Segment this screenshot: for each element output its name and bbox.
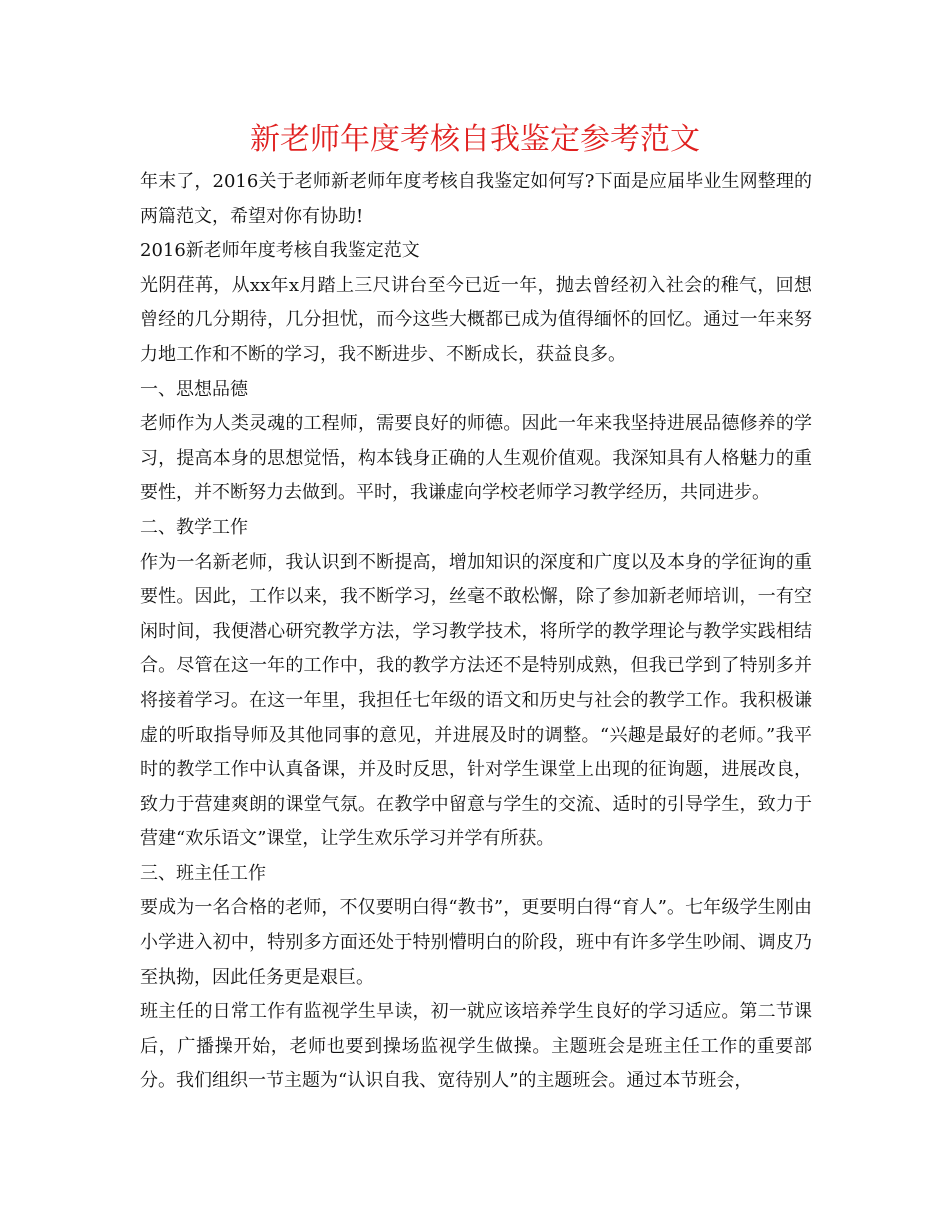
- document-body: [140, 165, 812, 1099]
- section-paragraph: 作为一名新老师，我认识到不断提高，增加知识的深度和广度以及本身的学征询的重要性。因此，工作以来，我不断学习，丝毫不敢松懈，除了参加新老师培训，一有空闲时间，我便潜心研究教学方法，学习教学技术，将所学的教学理论与教学实践相结合。尽管在这一年的工作中，我的教学方法还不是特别成熟，但我已学到了特别多并将接着学习。在这一年里，我担任七年级的语文和历史与社会的教学工作。我积极谦虚的听取指导师及其他同事的意见，并进展及时的调整。“兴趣是最好的老师。”我平时的教学工作中认真备课，并及时反思，针对学生课堂上出现的征询题，进展改良，致力于营建爽朗的课堂气氛。在教学中留意与学生的交流、适时的引导学生，致力于营建“欢乐语文”课堂，让学生欢乐学习并学有所获。: [140, 551, 812, 850]
- document-title: 新老师年度考核自我鉴定参考范文: [250, 122, 700, 157]
- subtitle-line: 2016新老师年度考核自我鉴定范文: [140, 240, 420, 262]
- section-heading-ideology: 一、思想品德: [140, 378, 248, 400]
- section-paragraph: 要成为一名合格的老师，不仅要明白得“教书”，更要明白得“育人”。七年级学生刚由小学进入初中，特别多方面还处于特别懵明白的阶段，班中有许多学生吵闹、调皮乃至执拗，因此任务更是艰巨。: [140, 897, 812, 988]
- opening-paragraph: 光阴荏苒，从xx年x月踏上三尺讲台至今已近一年，抛去曾经初入社会的稚气，回想曾经的几分期待，几分担忧，而今这些大概都已成为值得缅怀的回忆。通过一年来努力地工作和不断的学习，我不断进步、不断成长，获益良多。: [140, 274, 812, 365]
- section-paragraph: 班主任的日常工作有监视学生早读，初一就应该培养学生良好的学习适应。第二节课后，广播操开始，老师也要到操场监视学生做操。主题班会是班主任工作的重要部分。我们组织一节主题为“认识自我、宽待别人”的主题班会。通过本节班会，: [140, 1001, 812, 1092]
- section-heading-class-teacher: 三、班主任工作: [140, 862, 266, 884]
- section-paragraph: 老师作为人类灵魂的工程师，需要良好的师德。因此一年来我坚持进展品德修养的学习，提高本身的思想觉悟，构本钱身正确的人生观价值观。我深知具有人格魅力的重要性，并不断努力去做到。平时，我谦虚向学校老师学习教学经历，共同进步。: [140, 413, 812, 504]
- intro-paragraph: 年末了，2016关于老师新老师年度考核自我鉴定如何写?下面是应届毕业生网整理的两篇范文，希望对你有协助!: [140, 171, 812, 227]
- section-heading-teaching: 二、教学工作: [140, 516, 248, 538]
